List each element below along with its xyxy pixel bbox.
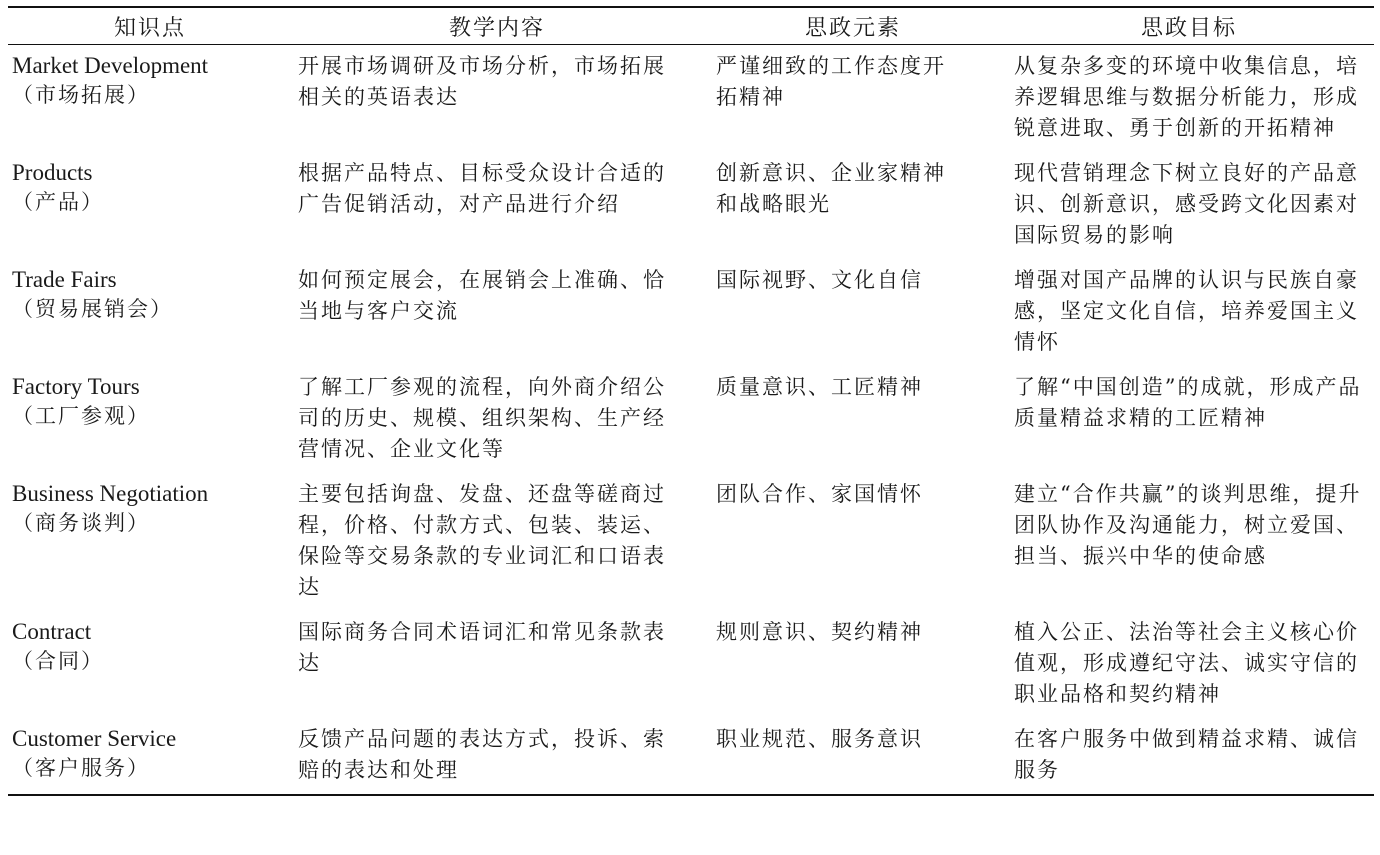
content-cell: 开展市场调研及市场分析，市场拓展相关的英语表达 bbox=[298, 54, 666, 109]
content-cell: 主要包括询盘、发盘、还盘等磋商过程，价格、付款方式、包装、装运、保险等交易条款的专业词汇和口语表达 bbox=[298, 482, 666, 599]
ideological-teaching-table bbox=[8, 6, 1374, 796]
element-text: 创新意识、企业家精神和战略眼光 bbox=[716, 161, 946, 216]
table-row bbox=[8, 611, 1374, 718]
element-cell: 团队合作、家国情怀 bbox=[716, 482, 923, 506]
header-element: 思政元素 bbox=[804, 15, 901, 41]
goal-cell: 建立“合作共赢”的谈判思维，提升团队协作及沟通能力，树立爱国、担当、振兴中华的使命感 bbox=[1014, 482, 1362, 568]
topic-cell bbox=[8, 259, 292, 366]
topic-chinese: （产品） bbox=[12, 190, 104, 214]
table-row bbox=[8, 718, 1374, 795]
content-cell: 反馈产品问题的表达方式，投诉、索赔的表达和处理 bbox=[298, 727, 666, 782]
goal-cell: 植入公正、法治等社会主义核心价值观，形成遵纪守法、诚实守信的职业品格和契约精神 bbox=[1014, 620, 1359, 706]
element-cell bbox=[702, 45, 1004, 153]
header-goal: 思政目标 bbox=[1140, 15, 1237, 41]
goal-cell: 了解“中国创造”的成就，形成产品质量精益求精的工匠精神 bbox=[1014, 375, 1362, 430]
topic-chinese: （客户服务） bbox=[12, 756, 150, 780]
topic-cell bbox=[8, 152, 292, 259]
element-text: 严谨细致的工作态度开拓精神 bbox=[716, 54, 946, 109]
element-cell: 国际视野、文化自信 bbox=[716, 268, 923, 292]
goal-cell: 增强对国产品牌的认识与民族自豪感，坚定文化自信，培养爱国主义情怀 bbox=[1014, 268, 1359, 354]
table-row bbox=[8, 366, 1374, 473]
topic-cell bbox=[8, 473, 292, 611]
ideological-table-container bbox=[8, 6, 1374, 796]
topic-english: Business Negotiation bbox=[12, 481, 209, 506]
topic-english: Factory Tours bbox=[12, 374, 140, 399]
topic-chinese: （商务谈判） bbox=[12, 511, 150, 535]
element-cell: 质量意识、工匠精神 bbox=[716, 375, 923, 399]
table-header bbox=[8, 7, 1374, 45]
topic-cell bbox=[8, 366, 292, 473]
table-row bbox=[8, 259, 1374, 366]
topic-english: Customer Service bbox=[12, 726, 177, 751]
goal-cell: 现代营销理念下树立良好的产品意识、创新意识，感受跨文化因素对国际贸易的影响 bbox=[1014, 161, 1359, 247]
table-row bbox=[8, 152, 1374, 259]
topic-cell bbox=[8, 718, 292, 795]
topic-english: Contract bbox=[12, 619, 92, 644]
topic-chinese: （工厂参观） bbox=[12, 404, 150, 428]
topic-english: Market Development bbox=[12, 53, 209, 78]
header-content: 教学内容 bbox=[448, 15, 545, 41]
table-row bbox=[8, 473, 1374, 611]
element-cell: 职业规范、服务意识 bbox=[716, 727, 923, 751]
element-cell bbox=[702, 152, 1004, 259]
topic-cell bbox=[8, 611, 292, 718]
topic-english: Trade Fairs bbox=[12, 267, 117, 292]
table-row bbox=[8, 45, 1374, 153]
topic-chinese: （合同） bbox=[12, 649, 104, 673]
content-cell: 如何预定展会，在展销会上准确、恰当地与客户交流 bbox=[298, 268, 666, 323]
goal-cell: 从复杂多变的环境中收集信息，培养逻辑思维与数据分析能力，形成锐意进取、勇于创新的开拓精神 bbox=[1014, 54, 1359, 140]
goal-cell: 在客户服务中做到精益求精、诚信服务 bbox=[1014, 727, 1359, 782]
topic-chinese: （市场拓展） bbox=[12, 83, 150, 107]
header-row bbox=[8, 7, 1374, 45]
content-cell: 了解工厂参观的流程，向外商介绍公司的历史、规模、组织架构、生产经营情况、企业文化等 bbox=[298, 375, 666, 461]
element-cell: 规则意识、契约精神 bbox=[716, 620, 923, 644]
header-topic: 知识点 bbox=[113, 15, 186, 41]
table-body bbox=[8, 45, 1374, 796]
topic-english: Products bbox=[12, 160, 93, 185]
content-cell: 根据产品特点、目标受众设计合适的广告促销活动，对产品进行介绍 bbox=[298, 161, 666, 216]
topic-chinese: （贸易展销会） bbox=[12, 297, 173, 321]
content-cell: 国际商务合同术语词汇和常见条款表达 bbox=[298, 620, 666, 675]
topic-cell bbox=[8, 45, 292, 153]
